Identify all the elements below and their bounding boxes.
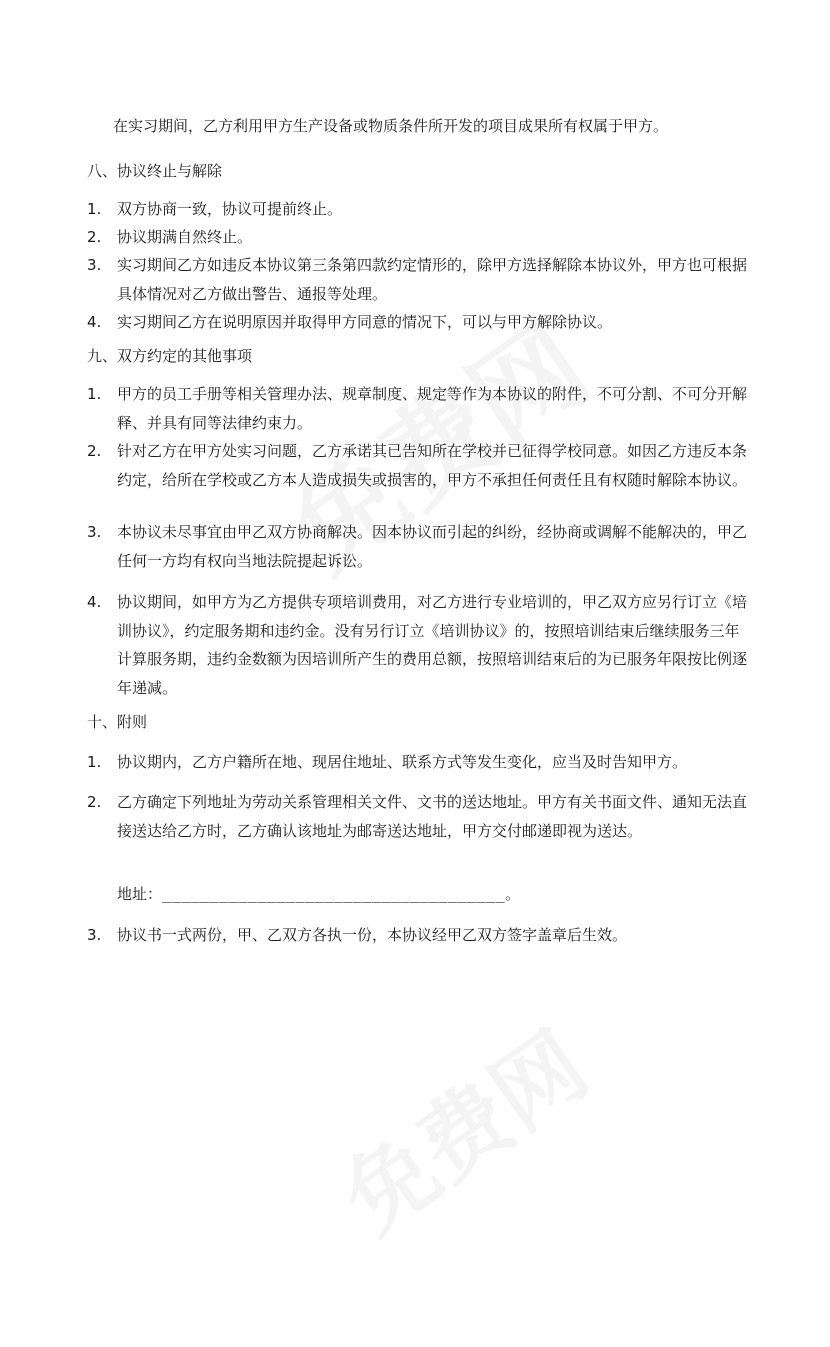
item-text: 协议期间，如甲方为乙方提供专项培训费用，对乙方进行专业培训的，甲乙双方应另行订立《培训协议》，约定服务期和违约金。没有另行订立《培训协议》的，按照培训结束后继续服务三年计算服务期，违约金数额为因培训所产生的费用总额，按照培训结束后的为已服务年限按比例逐年递减。 [117, 593, 748, 697]
section9-item-4 [87, 588, 747, 702]
section10-item-2 [87, 788, 747, 845]
item-number: 3. [87, 926, 102, 944]
section8-item-2 [87, 223, 747, 252]
item-text: 协议书一式两份，甲、乙双方各执一份，本协议经甲乙双方签字盖章后生效。 [117, 926, 628, 944]
item-number: 1. [87, 753, 102, 771]
section10-heading: 十、附则 [87, 713, 148, 731]
intro-paragraph: 在实习期间，乙方利用甲方生产设备或物质条件所开发的项目成果所有权属于甲方。 [113, 117, 669, 135]
section10-item-3 [87, 921, 747, 950]
item-text: 甲方的员工手册等相关管理办法、规章制度、规定等作为本协议的附件，不可分割、不可分开解释、并具有同等法律约束力。 [117, 385, 748, 432]
item-number: 2. [87, 228, 102, 246]
section9-item-2 [87, 437, 747, 494]
item-text: 乙方确定下列地址为劳动关系管理相关文件、文书的送达地址。甲方有关书面文件、通知无法直接送达给乙方时，乙方确认该地址为邮寄送达地址，甲方交付邮递即视为送达。 [117, 793, 748, 840]
item-text: 协议期内，乙方户籍所在地、现居住地址、联系方式等发生变化，应当及时告知甲方。 [117, 753, 688, 771]
section8-item-4 [87, 308, 747, 337]
address-label: 地址： [117, 885, 163, 903]
item-text: 协议期满自然终止。 [117, 228, 253, 246]
item-text: 实习期间乙方如违反本协议第三条第四款约定情形的，除甲方选择解除本协议外，甲方也可根据具体情况对乙方做出警告、通报等处理。 [117, 256, 748, 303]
item-text: 针对乙方在甲方处实习问题，乙方承诺其已告知所在学校并已征得学校同意。如因乙方违反本条约定，给所在学校或乙方本人造成损失或损害的，甲方不承担任何责任且有权随时解除本协议。 [117, 442, 748, 489]
item-number: 4. [87, 593, 102, 611]
section8-heading: 八、协议终止与解除 [87, 162, 223, 180]
item-text: 本协议未尽事宜由甲乙双方协商解决。因本协议而引起的纠纷，经协商或调解不能解决的，甲乙任何一方均有权向当地法院提起诉讼。 [117, 523, 748, 570]
section8-item-1 [87, 195, 747, 224]
item-number: 1. [87, 385, 102, 403]
item-number: 2. [87, 442, 102, 460]
address-blank-line: ____________________________________。 [162, 885, 521, 903]
section8-item-3 [87, 251, 747, 308]
item-text: 实习期间乙方在说明原因并取得甲方同意的情况下，可以与甲方解除协议。 [117, 313, 613, 331]
section9-item-3 [87, 518, 747, 575]
section10-item-1 [87, 748, 747, 777]
item-number: 3. [87, 523, 102, 541]
item-text: 双方协商一致，协议可提前终止。 [117, 200, 343, 218]
item-number: 3. [87, 256, 102, 274]
watermark-bottom [313, 1013, 647, 1347]
section9-heading: 九、双方约定的其他事项 [87, 347, 253, 365]
section9-item-1 [87, 380, 747, 437]
item-number: 2. [87, 793, 102, 811]
item-number: 4. [87, 313, 102, 331]
item-number: 1. [87, 200, 102, 218]
address-row [117, 880, 521, 908]
